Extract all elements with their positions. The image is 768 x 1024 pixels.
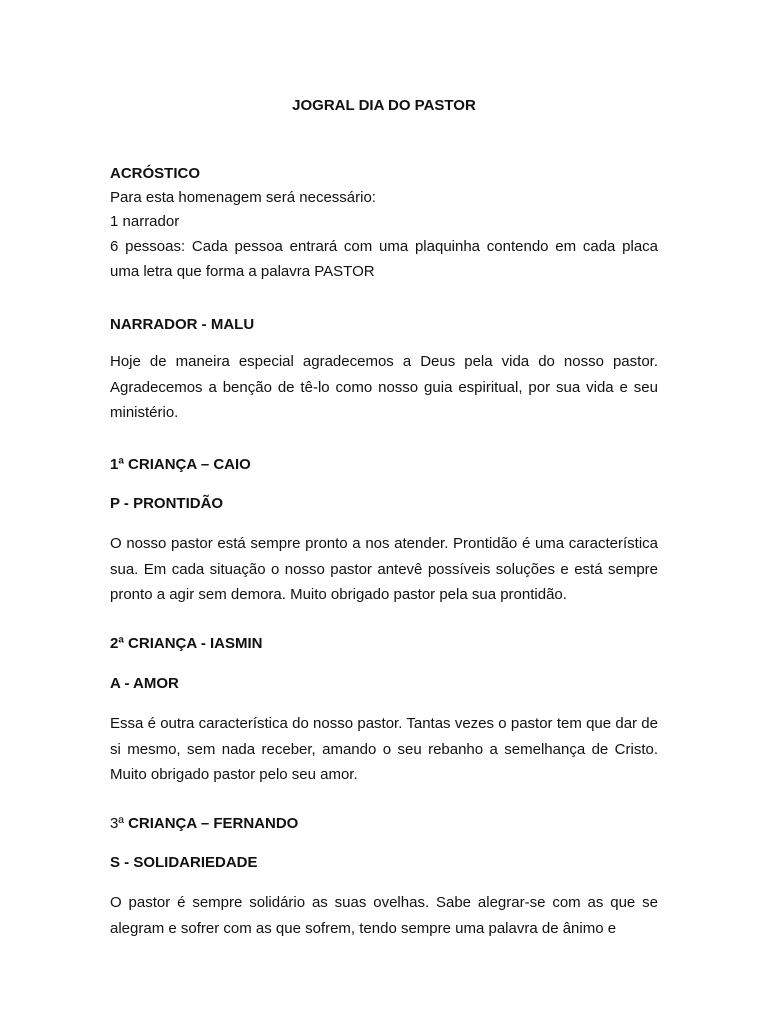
acrostico-line: 1 narrador [110,213,180,230]
crianca1-text: O nosso pastor está sempre pronto a nos atender. Prontidão é uma característica sua. Em cada situação o nosso pastor antevê possíveis soluções e está sempre pronto a agir sem demora. Muito obrigado pastor pela sua prontidão. [110,535,658,603]
document-title: JOGRAL DIA DO PASTOR [292,97,476,114]
acrostico-line: 6 pessoas: Cada pessoa entrará com uma plaquinha contendo em cada placa uma letra que forma a palavra PASTOR [110,238,658,280]
crianca3-heading-rest: CRIANÇA – FERNANDO [128,815,299,832]
crianca1-letter: P - PRONTIDÃO [110,495,224,512]
crianca3-letter: S - SOLIDARIEDADE [110,854,258,871]
crianca3-heading-prefix: 3ª [110,815,129,832]
acrostico-line: Para esta homenagem será necessário: [110,189,376,206]
narrador-heading: NARRADOR - MALU [110,316,255,333]
acrostico-section [110,162,658,284]
crianca3-heading [110,814,658,834]
crianca2-letter: A - AMOR [110,675,179,692]
crianca2-text: Essa é outra característica do nosso pastor. Tantas vezes o pastor tem que dar de si mesmo, sem nada receber, amando o seu rebanho a semelhança de Cristo. Muito obrigado pastor pelo seu amor. [110,715,658,783]
crianca2-heading: 2ª CRIANÇA - IASMIN [110,635,263,652]
narrador-text: Hoje de maneira especial agradecemos a Deus pela vida do nosso pastor. Agradecemos a benção de tê-lo como nosso guia espiritual, por sua vida e seu ministério. [110,353,658,421]
crianca1-heading: 1ª CRIANÇA – CAIO [110,456,251,473]
crianca3-text: O pastor é sempre solidário as suas ovelhas. Sabe alegrar-se com as que se alegram e sofrer com as que sofrem, tendo sempre uma palavra de ânimo e [110,894,658,937]
acrostico-heading: ACRÓSTICO [110,165,200,182]
